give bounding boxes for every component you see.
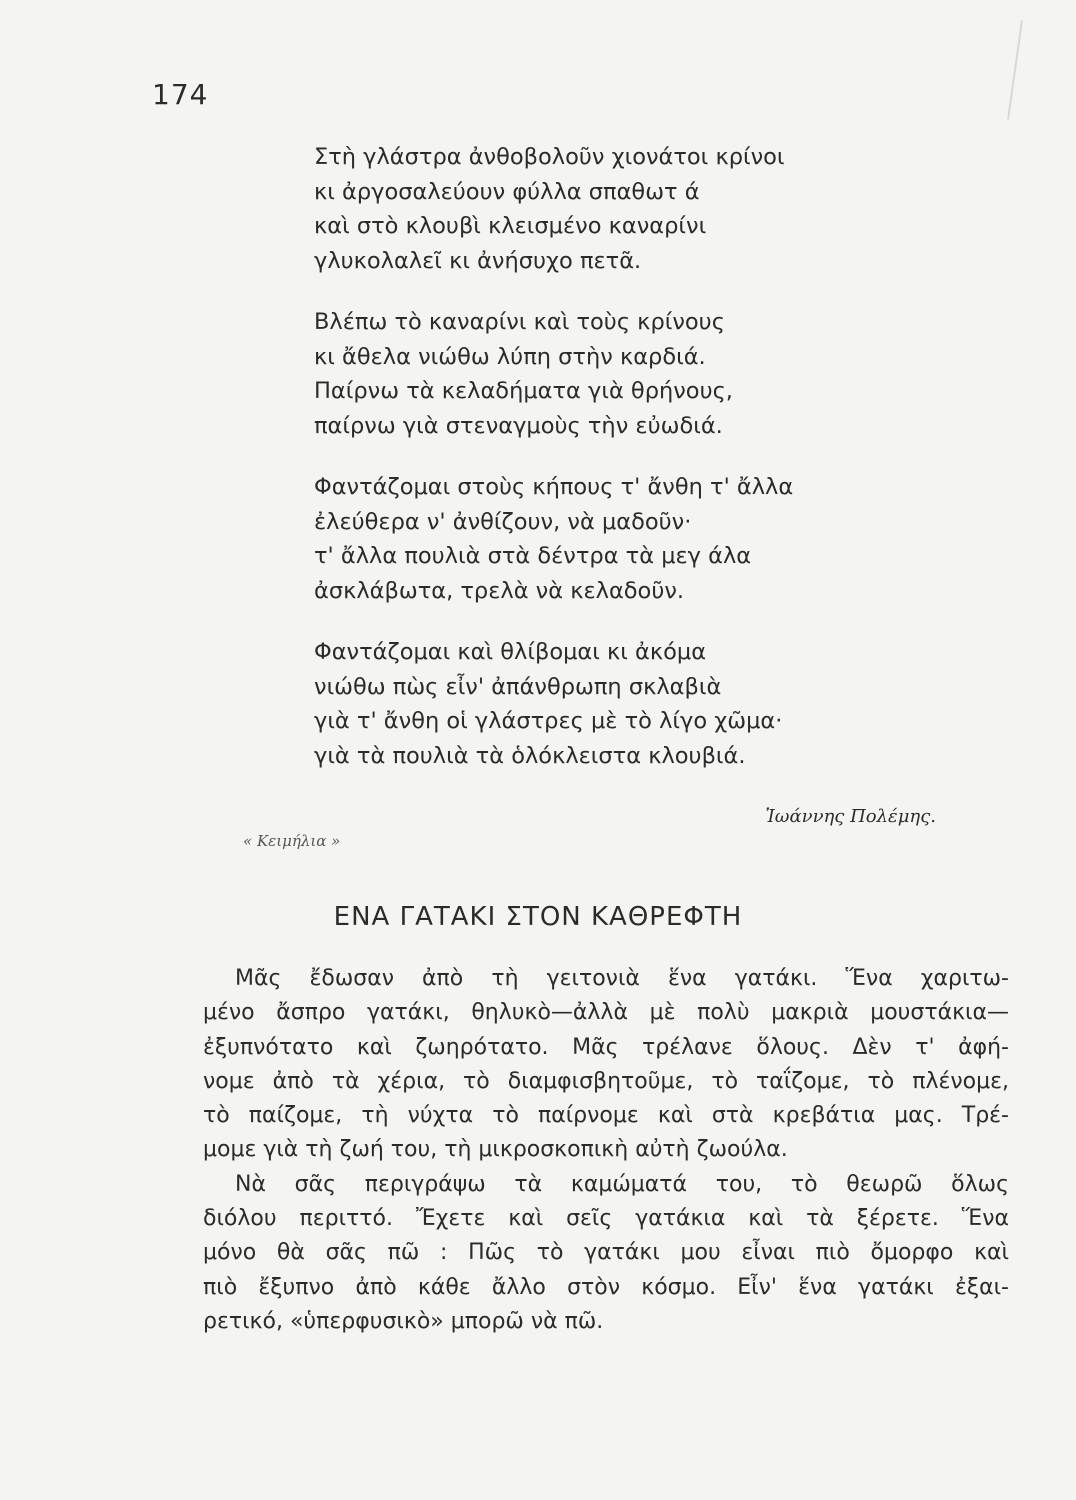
story-line: Νὰ σᾶς περιγράψω τὰ καμώματά του, τὸ θεωρῶ ὅλως	[235, 1171, 1009, 1197]
page-number: 174	[152, 78, 209, 111]
poem-line: νιώθω πὼς εἶν' ἀπάνθρωπη σκλαβιὰ	[314, 673, 722, 700]
poem-stanza	[314, 305, 954, 443]
poem-line: κι ἄθελα νιώθω λύπη στὴν καρδιά.	[314, 343, 706, 370]
story-line: πιὸ ἔξυπνο ἀπὸ κάθε ἄλλο στὸν κόσμο. Εἶν' ἕνα γατάκι ἐξαι-	[203, 1274, 1009, 1300]
poem-stanza	[314, 140, 954, 278]
story-line: μομε γιὰ τὴ ζωή του, τὴ μικροσκοπικὴ αὐτὴ ζωούλα.	[203, 1137, 788, 1163]
story-line: μόνο θὰ σᾶς πῶ : Πῶς τὸ γατάκι μου εἶναι πιὸ ὄμορφο καὶ	[203, 1240, 1009, 1266]
poem-line: κι ἀργοσαλεύουν φύλλα σπαθωτ ά	[314, 178, 700, 205]
poem-stanza	[314, 635, 954, 773]
poem-line: παίρνω γιὰ στεναγμοὺς τὴν εὐωδιά.	[314, 412, 723, 439]
poem-source: « Κειμήλια »	[243, 832, 341, 850]
poem-line: Φαντάζομαι καὶ θλίβομαι κι ἀκόμα	[314, 639, 707, 665]
page-edge-mark	[1007, 20, 1023, 119]
story-body	[203, 962, 1009, 1339]
poem-line: τ' ἄλλα πουλιὰ στὰ δέντρα τὰ μεγ άλα	[314, 543, 752, 569]
story-line: τὸ παίζομε, τὴ νύχτα τὸ παίρνομε καὶ στὰ κρεβάτια μας. Τρέ-	[203, 1103, 1009, 1129]
poem-line: Βλέπω τὸ καναρίνι καὶ τοὺς κρίνους	[314, 309, 725, 335]
poem-line: ἐλεύθερα ν' ἀνθίζουν, νὰ μαδοῦν·	[314, 508, 692, 535]
poem-line: Στὴ γλάστρα ἀνθοβολοῦν χιονάτοι κρίνοι	[314, 144, 785, 170]
story-line: Μᾶς ἔδωσαν ἀπὸ τὴ γειτονιὰ ἕνα γατάκι. Ἕνα χαριτω-	[235, 966, 1009, 991]
poem-line: γλυκολαλεῖ κι ἀνήσυχο πετᾶ.	[314, 247, 642, 274]
poem-line: καὶ στὸ κλουβὶ κλεισμένο καναρίνι	[314, 213, 707, 239]
story-line: νομε ἀπὸ τὰ χέρια, τὸ διαμφισβητοῦμε, τὸ ταΐζομε, τὸ πλένομε,	[203, 1068, 1009, 1094]
poem-line: ἀσκλάβωτα, τρελὰ νὰ κελαδοῦν.	[314, 577, 685, 604]
poem-line: γιὰ τ' ἄνθη οἱ γλάστρες μὲ τὸ λίγο χῶμα·	[314, 708, 783, 734]
poem	[314, 140, 954, 773]
poem-line: Παίρνω τὰ κελαδήματα γιὰ θρήνους,	[314, 378, 733, 404]
story-line: μένο ἄσπρο γατάκι, θηλυκὸ—ἀλλὰ μὲ πολὺ μακριὰ μουστάκια—	[203, 1000, 1009, 1026]
poem-stanza	[314, 470, 954, 608]
story-line: ἐξυπνότατο καὶ ζωηρότατο. Μᾶς τρέλανε ὅλους. Δὲν τ' ἀφή-	[203, 1034, 1009, 1060]
poem-line: γιὰ τὰ πουλιὰ τὰ ὁλόκλειστα κλουβιά.	[314, 742, 746, 769]
story-title: ΕΝΑ ΓΑΤΑΚΙ ΣΤΟΝ ΚΑΘΡΕΦΤΗ	[333, 902, 743, 932]
story-line: ρετικό, «ὑπερφυσικὸ» μπορῶ νὰ πῶ.	[203, 1308, 604, 1334]
poem-author: Ἰωάννης Πολέμης.	[765, 806, 936, 827]
poem-line: Φαντάζομαι στοὺς κήπους τ' ἄνθη τ' ἄλλα	[314, 474, 794, 500]
story-line: διόλου περιττό. Ἔχετε καὶ σεῖς γατάκια καὶ τὰ ξέρετε. Ἕνα	[203, 1206, 1009, 1232]
